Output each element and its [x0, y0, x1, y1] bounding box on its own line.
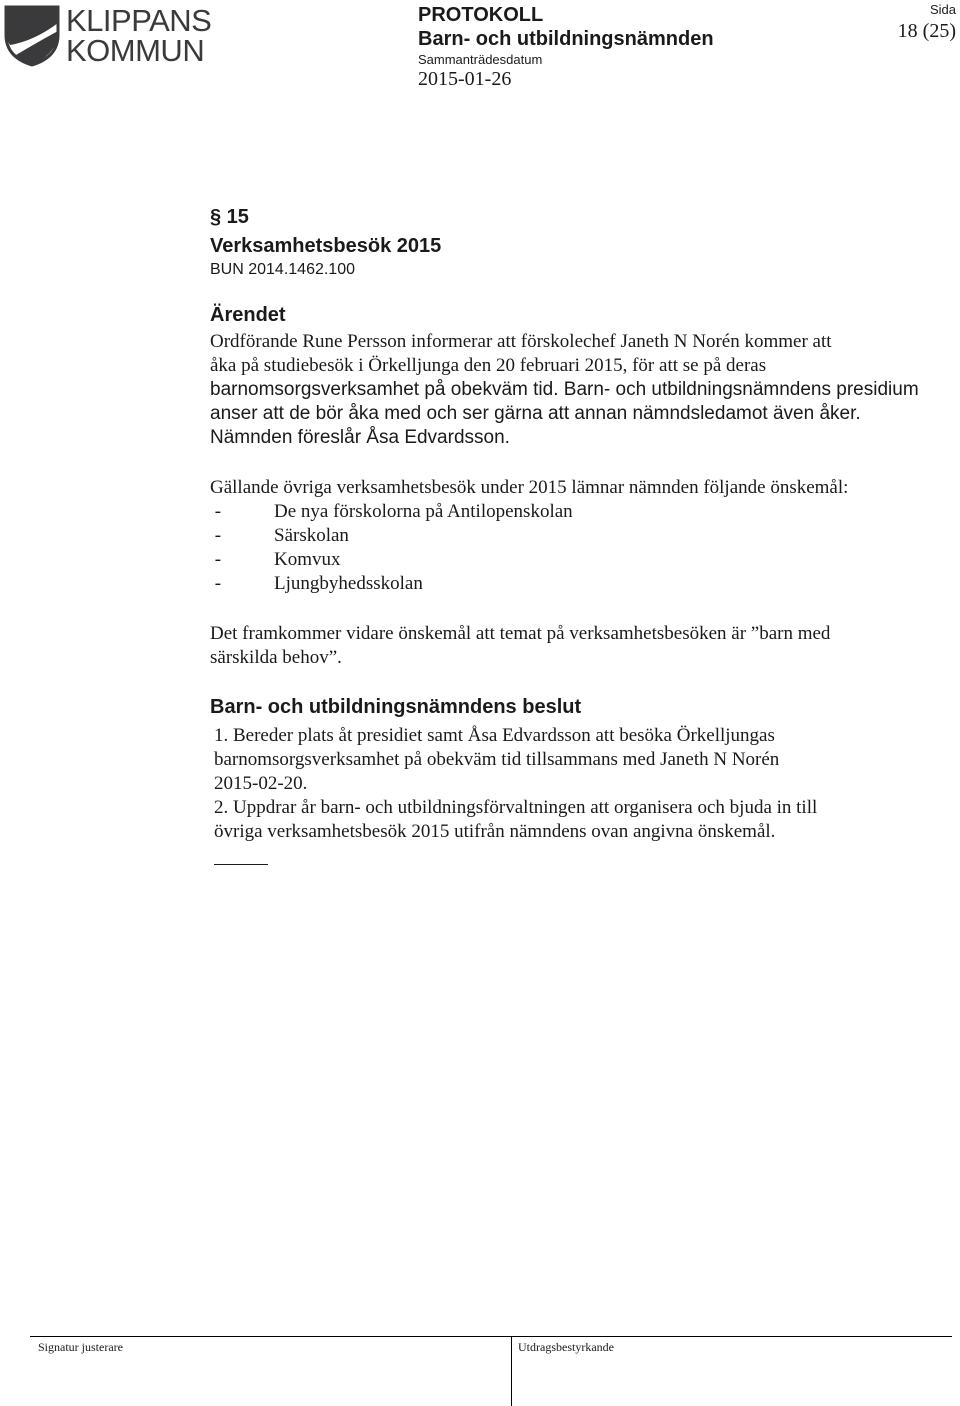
list-item-text: Komvux	[274, 549, 341, 570]
beslut-item-1-line: barnomsorgsverksamhet på obekväm tid tillsammans med Janeth N Norén	[214, 749, 780, 770]
arendet-paragraph-2	[210, 476, 848, 596]
text-line: Ordförande Rune Persson informerar att förskolechef Janeth N Norén kommer att	[210, 331, 832, 352]
text-line: Nämnden föreslår Åsa Edvardsson.	[210, 427, 510, 448]
signature-label: Signatur justerare	[38, 1340, 123, 1354]
arendet-paragraph-1	[210, 330, 919, 450]
arendet-paragraph-3	[210, 622, 830, 670]
text-line: särskilda behov”.	[210, 647, 342, 668]
end-rule	[214, 864, 268, 865]
logo-wordmark	[66, 3, 212, 68]
section-title: Verksamhetsbesök 2015	[210, 235, 442, 257]
logo-line-2: KOMMUN	[66, 33, 205, 68]
text-line: Gällande övriga verksamhetsbesök under 2015 lämnar nämnden följande önskemål:	[210, 477, 849, 498]
beslut-item-2-line: övriga verksamhetsbesök 2015 utifrån nämndens ovan angivna önskemål.	[214, 821, 776, 842]
list-item: - Särskolan	[210, 525, 349, 546]
shield-icon	[4, 5, 60, 67]
beslut-list	[214, 724, 817, 844]
list-item: - Komvux	[210, 549, 341, 570]
list-item: - Ljungbyhedsskolan	[210, 573, 423, 594]
beslut-item-2-line: 2. Uppdrar år barn- och utbildningsförvaltningen att organisera och bjuda in till	[214, 797, 818, 818]
text-line: anser att de bör åka med och ser gärna att annan nämndsledamot även åker.	[210, 403, 861, 424]
wish-list	[210, 500, 848, 596]
text-line: åka på studiebesök i Örkelljunga den 20 februari 2015, för att se på deras	[210, 355, 767, 376]
beslut-heading: Barn- och utbildningsnämndens beslut	[210, 696, 582, 718]
meeting-date: 2015-01-26	[418, 68, 512, 90]
beslut-item-1-line: 2015-02-20.	[214, 773, 308, 794]
list-item: - De nya förskolorna på Antilopenskolan	[210, 501, 573, 522]
extract-certification-label: Utdragsbestyrkande	[518, 1340, 614, 1354]
page-number: 18 (25)	[897, 20, 956, 42]
list-item-text: De nya förskolorna på Antilopenskolan	[274, 501, 573, 522]
page-label: Sida	[929, 2, 956, 17]
list-item-text: Särskolan	[274, 525, 349, 546]
text-line: Det framkommer vidare önskemål att temat på verksamhetsbesöken är ”barn med	[210, 623, 831, 644]
logo-line-1: KLIPPANS	[66, 3, 212, 38]
section-number: § 15	[210, 206, 249, 228]
beslut-item-1-line: 1. Bereder plats åt presidiet samt Åsa Edvardsson att besöka Örkelljungas	[214, 725, 775, 746]
case-number: BUN 2014.1462.100	[210, 261, 355, 278]
document-type: PROTOKOLL	[418, 4, 544, 26]
municipality-logo	[4, 3, 216, 69]
date-label: Sammanträdesdatum	[418, 52, 543, 67]
list-item-text: Ljungbyhedsskolan	[274, 573, 423, 594]
footer-divider	[30, 1336, 952, 1337]
footer-column-divider	[511, 1336, 512, 1406]
text-line: barnomsorgsverksamhet på obekväm tid. Barn- och utbildningsnämndens presidium	[210, 379, 919, 400]
committee-name: Barn- och utbildningsnämnden	[418, 28, 714, 50]
arendet-heading: Ärendet	[210, 304, 286, 326]
